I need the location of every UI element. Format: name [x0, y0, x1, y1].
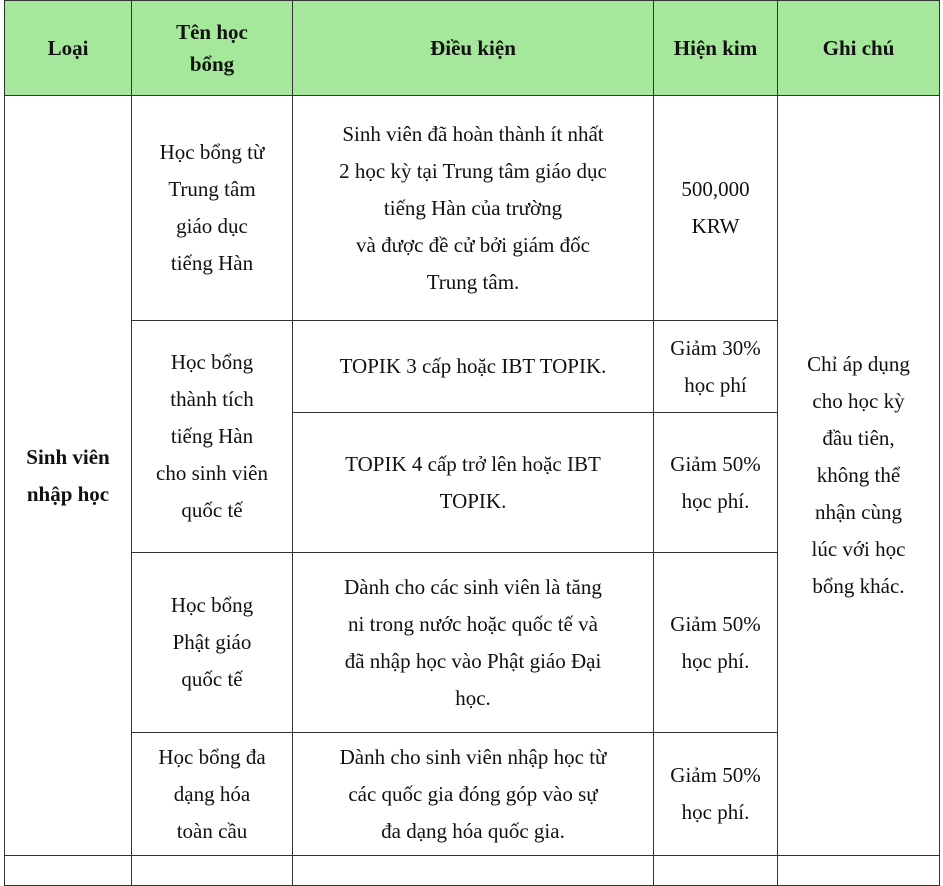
- scholarship-name-cell: Học bổng Phật giáo quốc tế: [132, 553, 293, 733]
- header-amount: Hiện kim: [654, 1, 778, 96]
- empty-cell: [293, 856, 654, 886]
- table-row-partial: [5, 856, 940, 886]
- amount-cell: Giảm 50% học phí.: [654, 733, 778, 856]
- scholarship-table: [4, 0, 940, 886]
- header-scholarship-name: Tên học bổng: [132, 1, 293, 96]
- amount-cell: 500,000 KRW: [654, 96, 778, 321]
- scholarship-name-cell: Học bổng thành tích tiếng Hàn cho sinh viên quốc tế: [132, 321, 293, 553]
- header-row: [5, 1, 940, 96]
- amount-cell: Giảm 50% học phí.: [654, 553, 778, 733]
- empty-cell: [5, 856, 132, 886]
- header-note: Ghi chú: [778, 1, 940, 96]
- amount-cell: Giảm 30% học phí: [654, 321, 778, 413]
- condition-cell: TOPIK 4 cấp trở lên hoặc IBT TOPIK.: [293, 413, 654, 553]
- empty-cell: [132, 856, 293, 886]
- condition-cell: Sinh viên đã hoàn thành ít nhất 2 học kỳ tại Trung tâm giáo dục tiếng Hàn của trường và được đề cử bởi giám đốc Trung tâm.: [293, 96, 654, 321]
- scholarship-name-cell: Học bổng đa dạng hóa toàn cầu: [132, 733, 293, 856]
- note-cell: Chỉ áp dụng cho học kỳ đầu tiên, không thể nhận cùng lúc với học bổng khác.: [778, 96, 940, 856]
- table-row: [5, 96, 940, 321]
- amount-cell: Giảm 50% học phí.: [654, 413, 778, 553]
- condition-cell: TOPIK 3 cấp hoặc IBT TOPIK.: [293, 321, 654, 413]
- scholarship-name-cell: Học bổng từ Trung tâm giáo dục tiếng Hàn: [132, 96, 293, 321]
- condition-cell: Dành cho sinh viên nhập học từ các quốc gia đóng góp vào sự đa dạng hóa quốc gia.: [293, 733, 654, 856]
- category-cell: Sinh viên nhập học: [5, 96, 132, 856]
- condition-cell: Dành cho các sinh viên là tăng ni trong nước hoặc quốc tế và đã nhập học vào Phật giáo Đại học.: [293, 553, 654, 733]
- empty-cell: [778, 856, 940, 886]
- header-condition: Điều kiện: [293, 1, 654, 96]
- header-type: Loại: [5, 1, 132, 96]
- scholarship-table-container: [4, 0, 939, 886]
- empty-cell: [654, 856, 778, 886]
